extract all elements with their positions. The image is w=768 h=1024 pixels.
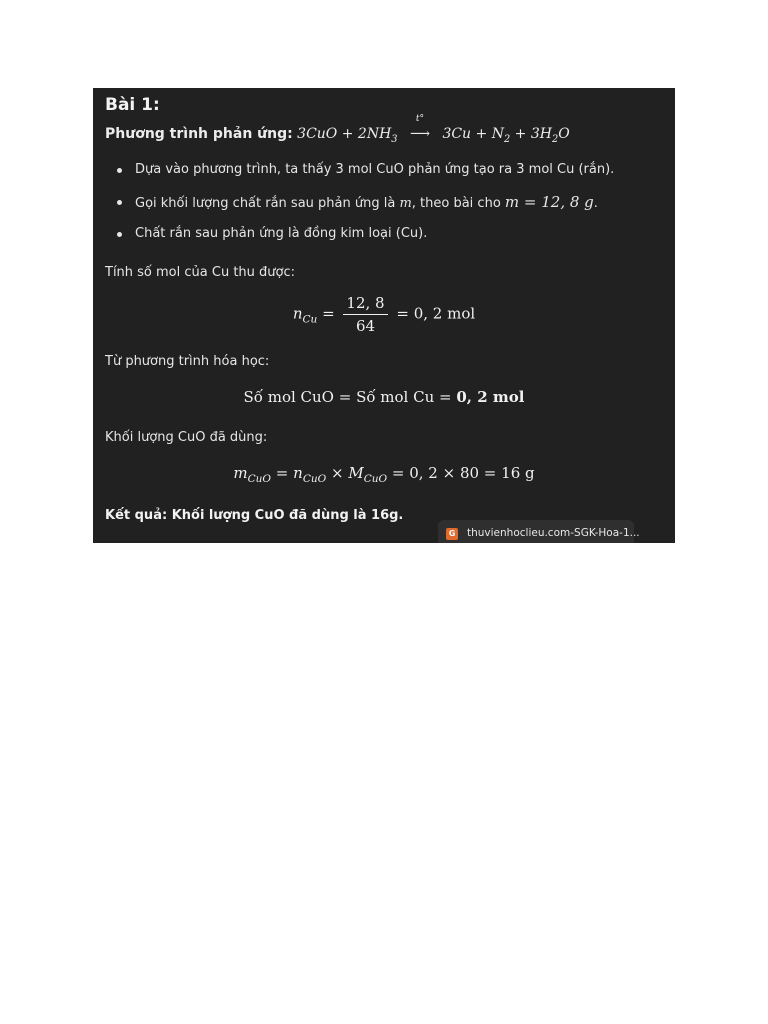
reaction-products: $3Cu + N_2 + 3H_2O$ bbox=[442, 126, 570, 145]
answer-screenshot bbox=[93, 88, 675, 543]
source-link-chip[interactable] bbox=[438, 520, 640, 543]
reaction-reactants: $3CuO + 2NH_3$ bbox=[297, 126, 398, 145]
bullet-dot bbox=[117, 168, 122, 173]
analysis-list bbox=[105, 160, 665, 256]
bullet-dot bbox=[117, 232, 122, 237]
fraction: $\frac{12, 8}{64}$ bbox=[343, 294, 387, 335]
reaction-label: Phương trình phản ứng: bbox=[105, 126, 293, 142]
bullet-dot bbox=[117, 200, 122, 205]
final-result: Kết quả: Khối lượng CuO đã dùng là 16g. bbox=[105, 508, 404, 523]
exercise-title: Bài 1: bbox=[105, 95, 160, 115]
list-item: Dựa vào phương trình, ta thấy 3 mol CuO phản ứng tạo ra 3 mol Cu (rắn). bbox=[105, 160, 665, 192]
step2-formula: Số mol CuO = Số mol Cu = 0, 2 mol bbox=[243, 388, 525, 406]
step1-text: Tính số mol của Cu thu được: bbox=[105, 265, 295, 280]
source-link-label: thuvienhoclieu.com-SGK-Hoa-1... bbox=[467, 527, 640, 539]
reaction-equation bbox=[105, 114, 570, 145]
step3-formula: $m_{CuO} = n_{CuO} \times M_{CuO} = 0$, 2 × 80 = 16 g bbox=[233, 464, 535, 485]
file-icon: G bbox=[446, 528, 458, 540]
list-item: Chất rắn sau phản ứng là đồng kim loại (Cu). bbox=[105, 224, 665, 256]
step3-text: Khối lượng CuO đã dùng: bbox=[105, 430, 268, 445]
step2-text: Từ phương trình hóa học: bbox=[105, 354, 270, 369]
reaction-arrow: t° ⟶ bbox=[402, 126, 438, 142]
step1-formula: $n_{Cu}$ = $\frac{12, 8}{64}$ = 0, 2 mol bbox=[292, 294, 476, 335]
arrow-condition: t° bbox=[415, 114, 425, 124]
list-item: Gọi khối lượng chất rắn sau phản ứng là m, theo bài cho m = 12, 8 g. bbox=[105, 192, 665, 224]
